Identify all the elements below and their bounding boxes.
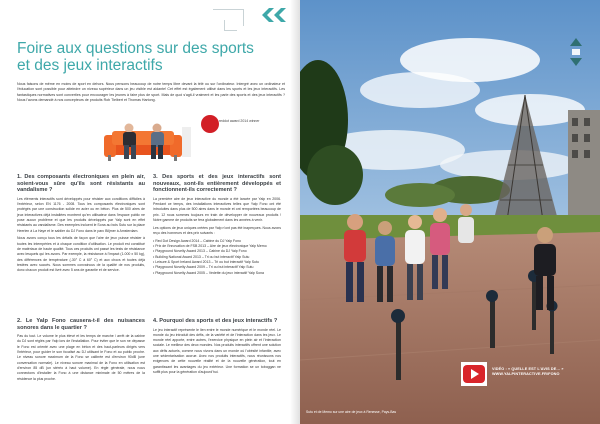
chevron-left-icon[interactable] xyxy=(262,8,274,22)
award-list-item: • Building National Award 2013 – Tri ou but interactif Yalp Sutu xyxy=(153,254,250,259)
answer-paragraph: Nous avons conçu tous les détails de façon que l'aire de jeux puisse résister à toutes les intempéries et à chaque condition d'utilisation. Le produit est constitué de matériaux de haute qualité. Tous ces produits ont passé les tests de résistance avec lesquels qui les avons. Par exemple, la résistance à l'impact (1.000 x 50 kg), des différences de température (-30° C à 60° C) et aux chocs et toutes déjà testées avec succès. Nous sommes convaincus de la qualité de nos produits, donc chacun produit est livré avec 5 ans de garantie et de service. xyxy=(17,236,145,273)
intro-paragraph: Nous faisons de même en moins de sport en dehors. Nous pensons beaucoup de notre temps libre devant la télé ou sur l'ordinateur. Intergré avec un ordinateur et l'éducation sont possible pour atteindre un niveau supérieur dans un jeu visible est aidante! Cet effet est également utilisé dans les sports et les jeux interactifs. Les fantastiques normatives sont converties pour encourager les jeunes à faire plus de sport. Mais de quoi s'agit-il vraiment et les parle des sports et des jeux interactifs ? Nous l'avons demandé à nos concepteurs de produits Rob Tielbert et Thomas Hartong. xyxy=(17,82,285,103)
answer-paragraph: Les éléments interactifs sont développés pour résister aux conditions difficiles à l'extérieur, selon EN 1176 - 2008. Tous les composants électroniques sont protégés par une construction solide en acier ou en béton. Plus de 500 aires de jeux interactives déjà installées montrent qu'en utilisateur dans l'espace public ne pose aucun problème et que les produits développés par Yalp sont en effet résistants au vandalisme. Des exemples incluent le Sona au bois Sutu sur la place Heerlen à La Haye et le sablier du DJ Fono dans le parc Biljmer à Amsterdam. xyxy=(17,196,145,233)
designers-photo xyxy=(98,117,196,167)
youtube-play-icon[interactable] xyxy=(461,362,487,386)
question-heading: 2. Le Yalp Fono causera-t-il des nuisances sonores dans le quartier ? xyxy=(17,318,145,331)
question-heading: 3. Des sports et des jeux interactifs sont nouveaux, sont-ils entièrement développés et fonctionnent-ils correctement ? xyxy=(153,174,281,194)
question-heading: 4. Pourquoi des sports et des jeux interactifs ? xyxy=(153,318,278,324)
question-3 xyxy=(153,174,281,276)
award-label: reddot award 2014 winner xyxy=(219,119,260,123)
right-page xyxy=(300,0,600,424)
award-list-item: • Playground Novelty Award 2005 – Vedette du jeux interactif Yalp Sona xyxy=(153,270,264,275)
video-link-text[interactable] xyxy=(492,367,564,377)
decorative-frame-inner xyxy=(224,20,237,31)
question-heading: 1. Des composants électroniques en plein air, soient-vous sûre qu'ils sont résistants au vandalisme ? xyxy=(17,174,145,194)
chevron-left-icon[interactable] xyxy=(274,8,286,22)
scroll-arrows-icon[interactable] xyxy=(570,38,582,66)
award-list-item: • Playground Novelty Award 2013 – Cabine du DJ Yalp Fono xyxy=(153,249,247,254)
award-list-item: • Red Dot Design Award 2014 – Cabine du DJ Yalp Fono xyxy=(153,238,242,243)
answer-paragraph: La première aire de jeux interactive du monde a été lancée par Yalp en 2006. Pendant ce temps, des installations interactives telles que Yalp Fono ont été introduites dans plus de 500 aires dans le monde et ont remportées beaucoup de prix. 12 nous sommes toujours en train de développer de nouveaux produits ! Notre gamme de produits se fera globalement dans les années à venir. xyxy=(153,196,281,222)
answer-paragraph: Le jeu interactif représente le lien entre le monde numérique et le monde réel. Le monde du jeu introduit des défis, de la variété et de l'interaction dans les jeux. Le monde réel apporte, entre autres, l'exercice physique en plein air et l'interaction sociale. Le meilleur des deux mondes. Nos produits interactifs offrent une solution aux défis actuels, comme nous vivons dans un monde où l'obésité infantile, avec une sédentarisation accrue. Avec nos produits interactifs, nous réunissons nos exigences de cette nouvelle réalité et de la nouvelle génération, tout en garantissant les avantages du jeu extérieur. Une formation se un toboggan ne suffit plus pour la génération d'aujourd'hui. xyxy=(153,327,281,374)
question-1 xyxy=(17,174,145,276)
award-list-item: • Playground Novelty Award 2009 – Tri ou but interactif Yalp Sutu xyxy=(153,265,254,270)
spine-shadow xyxy=(290,0,300,424)
question-2 xyxy=(17,318,145,384)
page-title: Foire aux questions sur des sports et des jeux interactifs xyxy=(17,40,254,74)
reddot-award-icon xyxy=(201,115,219,133)
playground-photo xyxy=(300,0,600,424)
answer-paragraph: Les options de jeux uniques créées par Yalp n'ont pas été inaperçues. Nous avons reçu des honneurs et des prix suivants : xyxy=(153,225,281,236)
question-4 xyxy=(153,318,281,378)
video-link-label: VIDÉO : « QUELLE EST L'AVIS DE… » WWW.YALPINTERACTIVE.FR/FONO xyxy=(492,367,564,376)
answer-paragraph: Pas du tout. Le volume le plus élevé et les temps de marche / arrêt de la cabine du DJ sont réglés par Yalp lors de l'installation. Pour éviter que le son ne dépasse le Fono est orienté avec une plage en béton et des haut-parleurs dirigés vers l'intérieur, pour guider le son focalisé au DJ utilisant le Fono et au public proche. Le niveau sonore maximum de la Fono se calibrée est d'environ 90dB (une conversation normale). Le niveau sonore maximal de la Fono en utilisation est d'environ 85 dB (un stéréo à haut volume). En règle générale, nous nous connectons d'installer la Fono à une distance minimale de 50 mètres de la résidence la plus proche. xyxy=(17,334,145,381)
award-list-item: • Prix de l'Innovation de FSB 2013 – Aire de jeux électronique Yalp Memo xyxy=(153,244,267,249)
award-list-item: • Leisure & Sport Ireland Award 2013 – Tri ou but interactif Yalp Sutu xyxy=(153,260,259,265)
photo-caption: Sutu et de Memo sur une aire de jeux à Renesse, Pays-Bas xyxy=(306,410,397,414)
